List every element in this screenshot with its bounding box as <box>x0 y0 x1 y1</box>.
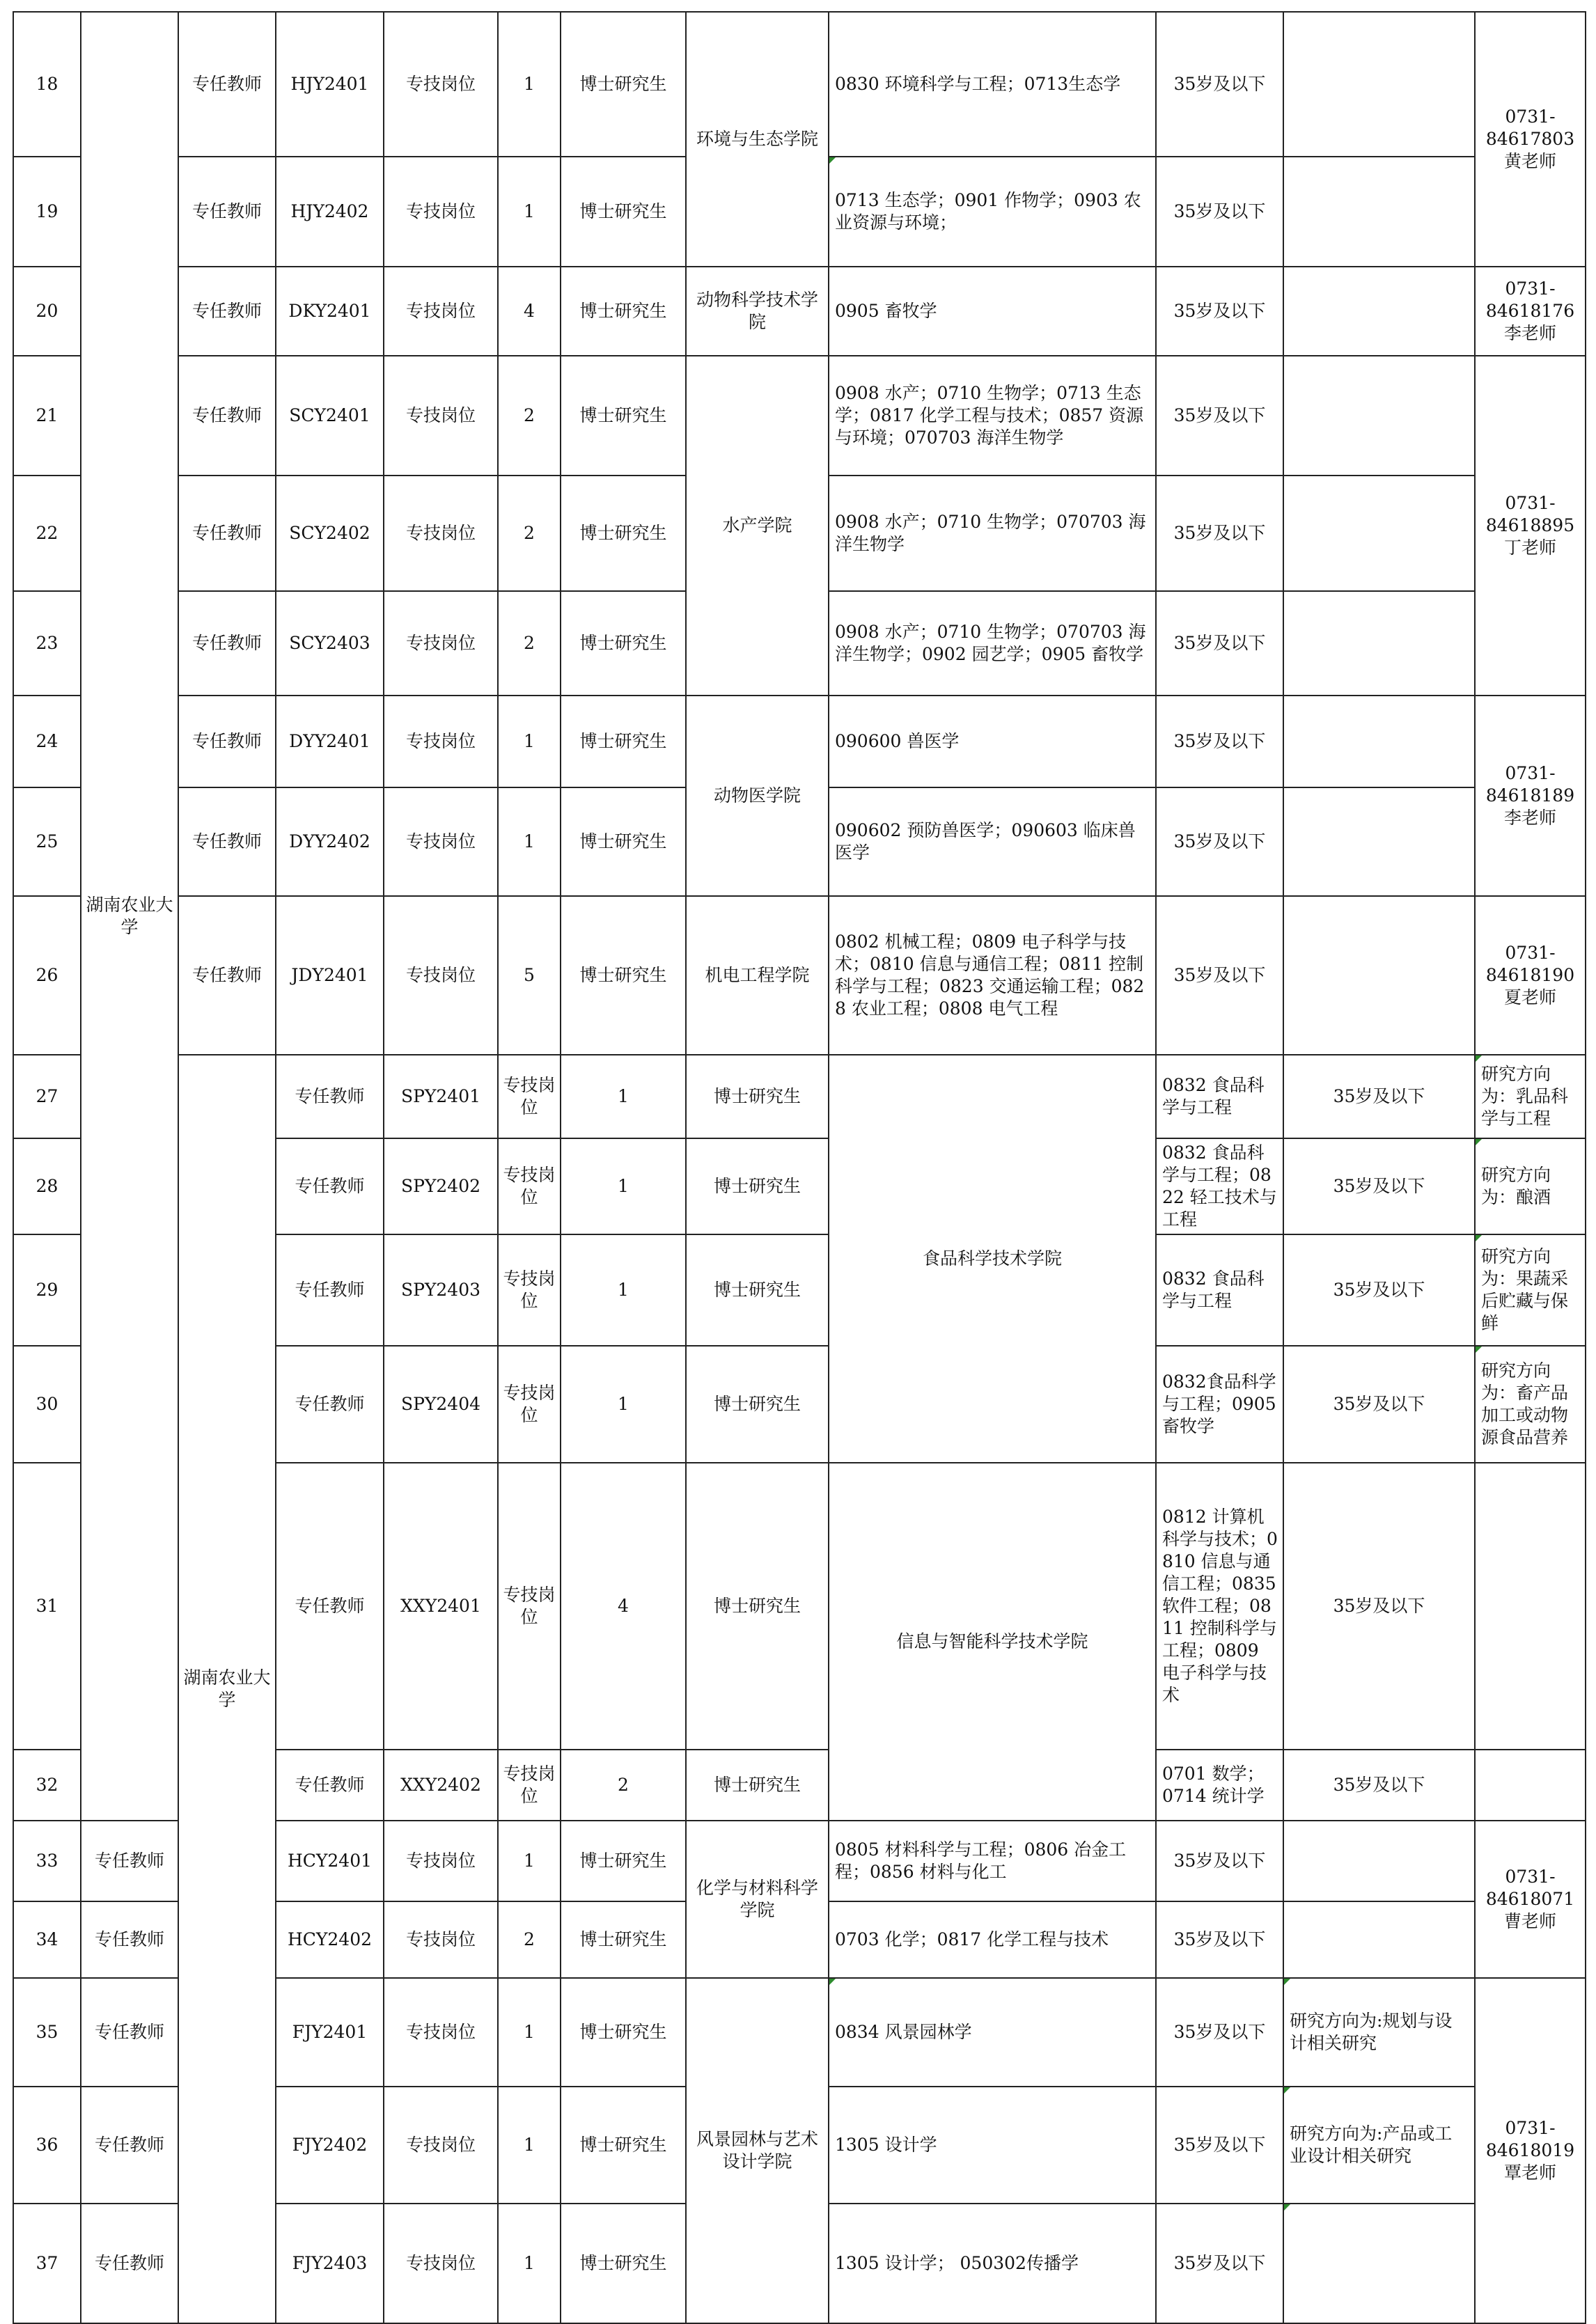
age-requirement: 35岁及以下 <box>1283 1346 1475 1463</box>
position-type: 专任教师 <box>276 1750 384 1821</box>
headcount: 1 <box>561 1138 686 1234</box>
remarks <box>1283 157 1475 267</box>
remarks <box>1283 896 1475 1055</box>
position-type: 专任教师 <box>81 2087 178 2204</box>
position-code: HCY2402 <box>276 1901 384 1978</box>
row-number: 24 <box>13 696 81 787</box>
table-row <box>13 1055 1586 1138</box>
age-requirement: 35岁及以下 <box>1156 12 1283 157</box>
headcount: 1 <box>561 1346 686 1463</box>
age-requirement: 35岁及以下 <box>1283 1055 1475 1138</box>
contact-person: 李老师 <box>1503 808 1556 828</box>
education-requirement: 博士研究生 <box>561 356 686 476</box>
position-type: 专任教师 <box>178 787 276 896</box>
headcount: 1 <box>498 12 561 157</box>
major-requirement: 0713 生态学；0901 作物学；0903 农业资源与环境； <box>829 157 1156 267</box>
position-type: 专任教师 <box>178 696 276 787</box>
position-code: HJY2401 <box>276 12 384 157</box>
headcount: 2 <box>561 1750 686 1821</box>
row-number: 36 <box>13 2087 81 2204</box>
headcount: 1 <box>498 787 561 896</box>
contact-person: 黄老师 <box>1503 151 1556 171</box>
table-row <box>13 356 1586 476</box>
remarks <box>1283 476 1475 591</box>
remarks <box>1283 12 1475 157</box>
remarks <box>1283 1901 1475 1978</box>
position-code: SCY2401 <box>276 356 384 476</box>
position-code: SCY2403 <box>276 591 384 696</box>
education-requirement: 博士研究生 <box>561 2087 686 2204</box>
education-requirement: 博士研究生 <box>561 787 686 896</box>
age-requirement: 35岁及以下 <box>1156 1821 1283 1901</box>
remarks <box>1283 787 1475 896</box>
position-type: 专任教师 <box>276 1463 384 1750</box>
college-name: 风景园林与艺术设计学院 <box>686 1978 829 2323</box>
education-requirement: 博士研究生 <box>561 1901 686 1978</box>
row-number: 28 <box>13 1138 81 1234</box>
row-number: 37 <box>13 2204 81 2323</box>
education-requirement: 博士研究生 <box>561 696 686 787</box>
college-name: 信息与智能科学技术学院 <box>829 1463 1156 1821</box>
phone-number: 84618190 <box>1485 965 1575 985</box>
college-name: 化学与材料科学学院 <box>686 1821 829 1978</box>
position-category: 专技岗位 <box>384 1901 498 1978</box>
age-requirement: 35岁及以下 <box>1283 1750 1475 1821</box>
headcount: 2 <box>498 476 561 591</box>
phone-prefix: 0731- <box>1505 1867 1556 1887</box>
major-requirement: 0832食品科学与工程；0905畜牧学 <box>1156 1346 1283 1463</box>
row-number: 19 <box>13 157 81 267</box>
major-requirement: 0832 食品科学与工程 <box>1156 1234 1283 1346</box>
row-number: 34 <box>13 1901 81 1978</box>
age-requirement: 35岁及以下 <box>1156 356 1283 476</box>
age-requirement: 35岁及以下 <box>1283 1138 1475 1234</box>
position-type: 专任教师 <box>276 1055 384 1138</box>
contact-info <box>1475 1978 1586 2323</box>
position-code: SCY2402 <box>276 476 384 591</box>
headcount: 1 <box>561 1055 686 1138</box>
education-requirement: 博士研究生 <box>561 1821 686 1901</box>
table-row <box>13 696 1586 787</box>
position-code: XXY2402 <box>384 1750 498 1821</box>
age-requirement: 35岁及以下 <box>1156 787 1283 896</box>
remarks <box>1475 1463 1586 1750</box>
position-code: DYY2402 <box>276 787 384 896</box>
college-name: 机电工程学院 <box>686 896 829 1055</box>
position-code: JDY2401 <box>276 896 384 1055</box>
position-code: FJY2402 <box>276 2087 384 2204</box>
phone-number: 84618189 <box>1485 785 1575 806</box>
row-number: 35 <box>13 1978 81 2087</box>
recruiting-unit: 湖南农业大学 <box>81 12 178 1821</box>
headcount: 2 <box>498 591 561 696</box>
remarks: 研究方向为：酿酒 <box>1475 1138 1586 1234</box>
remarks: 研究方向为:规划与设计相关研究 <box>1283 1978 1475 2087</box>
recruiting-unit: 湖南农业大学 <box>178 1055 276 2323</box>
row-number: 20 <box>13 267 81 356</box>
major-requirement: 0905 畜牧学 <box>829 267 1156 356</box>
row-number: 23 <box>13 591 81 696</box>
education-requirement: 博士研究生 <box>686 1346 829 1463</box>
remarks: 研究方向为：乳品科学与工程 <box>1475 1055 1586 1138</box>
row-number: 22 <box>13 476 81 591</box>
headcount: 2 <box>498 356 561 476</box>
contact-info <box>1475 896 1586 1055</box>
major-requirement: 090602 预防兽医学；090603 临床兽医学 <box>829 787 1156 896</box>
education-requirement: 博士研究生 <box>561 12 686 157</box>
age-requirement: 35岁及以下 <box>1156 2204 1283 2323</box>
education-requirement: 博士研究生 <box>686 1138 829 1234</box>
phone-prefix: 0731- <box>1505 107 1556 127</box>
education-requirement: 博士研究生 <box>561 476 686 591</box>
position-type: 专任教师 <box>81 2204 178 2323</box>
position-category: 专技岗位 <box>384 787 498 896</box>
phone-number: 84618071 <box>1485 1889 1575 1909</box>
recruitment-table <box>13 11 1586 2324</box>
position-category: 专技岗位 <box>384 1978 498 2087</box>
table-row <box>13 12 1586 157</box>
position-category: 专技岗位 <box>384 267 498 356</box>
contact-info <box>1475 1821 1586 1978</box>
education-requirement: 博士研究生 <box>561 896 686 1055</box>
major-requirement: 0834 风景园林学 <box>829 1978 1156 2087</box>
age-requirement: 35岁及以下 <box>1156 267 1283 356</box>
position-type: 专任教师 <box>178 157 276 267</box>
phone-prefix: 0731- <box>1505 493 1556 513</box>
education-requirement: 博士研究生 <box>686 1055 829 1138</box>
age-requirement: 35岁及以下 <box>1156 157 1283 267</box>
contact-info <box>1475 267 1586 356</box>
age-requirement: 35岁及以下 <box>1283 1234 1475 1346</box>
headcount: 4 <box>498 267 561 356</box>
headcount: 1 <box>498 2087 561 2204</box>
position-category: 专技岗位 <box>384 896 498 1055</box>
remarks <box>1283 267 1475 356</box>
college-name: 动物医学院 <box>686 696 829 896</box>
headcount: 1 <box>561 1234 686 1346</box>
remarks <box>1475 1750 1586 1821</box>
row-number: 26 <box>13 896 81 1055</box>
position-type: 专任教师 <box>276 1138 384 1234</box>
age-requirement: 35岁及以下 <box>1283 1463 1475 1750</box>
row-number: 31 <box>13 1463 81 1750</box>
education-requirement: 博士研究生 <box>561 591 686 696</box>
education-requirement: 博士研究生 <box>686 1234 829 1346</box>
contact-person: 曹老师 <box>1503 1911 1556 1931</box>
row-number: 32 <box>13 1750 81 1821</box>
remarks <box>1283 591 1475 696</box>
position-code: XXY2401 <box>384 1463 498 1750</box>
headcount: 1 <box>498 1978 561 2087</box>
remarks: 研究方向为：畜产品加工或动物源食品营养 <box>1475 1346 1586 1463</box>
row-number: 27 <box>13 1055 81 1138</box>
position-type: 专任教师 <box>81 1978 178 2087</box>
phone-prefix: 0731- <box>1505 943 1556 963</box>
contact-info <box>1475 12 1586 267</box>
phone-number: 84618176 <box>1485 301 1575 321</box>
age-requirement: 35岁及以下 <box>1156 476 1283 591</box>
headcount: 1 <box>498 696 561 787</box>
position-category: 专技岗位 <box>384 356 498 476</box>
position-type: 专任教师 <box>276 1346 384 1463</box>
position-code: SPY2403 <box>384 1234 498 1346</box>
position-code: HJY2402 <box>276 157 384 267</box>
row-number: 18 <box>13 12 81 157</box>
headcount: 4 <box>561 1463 686 1750</box>
row-number: 30 <box>13 1346 81 1463</box>
remarks <box>1283 356 1475 476</box>
position-type: 专任教师 <box>178 591 276 696</box>
position-category: 专技岗位 <box>498 1234 561 1346</box>
row-number: 25 <box>13 787 81 896</box>
position-type: 专任教师 <box>178 267 276 356</box>
position-code: FJY2403 <box>276 2204 384 2323</box>
contact-person: 李老师 <box>1503 323 1556 343</box>
position-type: 专任教师 <box>178 476 276 591</box>
age-requirement: 35岁及以下 <box>1156 696 1283 787</box>
contact-info <box>1475 696 1586 896</box>
position-category: 专技岗位 <box>384 2204 498 2323</box>
position-category: 专技岗位 <box>384 696 498 787</box>
contact-info <box>1475 356 1586 696</box>
position-type: 专任教师 <box>81 1821 178 1901</box>
position-code: DKY2401 <box>276 267 384 356</box>
age-requirement: 35岁及以下 <box>1156 2087 1283 2204</box>
position-category: 专技岗位 <box>384 476 498 591</box>
remarks: 研究方向为：果蔬采后贮藏与保鲜 <box>1475 1234 1586 1346</box>
college-name: 环境与生态学院 <box>686 12 829 267</box>
education-requirement: 博士研究生 <box>686 1750 829 1821</box>
age-requirement: 35岁及以下 <box>1156 1978 1283 2087</box>
education-requirement: 博士研究生 <box>561 157 686 267</box>
phone-prefix: 0731- <box>1505 763 1556 783</box>
major-requirement: 0908 水产；0710 生物学；070703 海洋生物学 <box>829 476 1156 591</box>
education-requirement: 博士研究生 <box>561 2204 686 2323</box>
phone-number: 84618019 <box>1485 2140 1575 2160</box>
row-number: 21 <box>13 356 81 476</box>
position-category: 专技岗位 <box>498 1055 561 1138</box>
position-type: 专任教师 <box>178 896 276 1055</box>
major-requirement: 0832 食品科学与工程 <box>1156 1055 1283 1138</box>
position-category: 专技岗位 <box>384 591 498 696</box>
phone-number: 84618895 <box>1485 515 1575 535</box>
position-code: SPY2401 <box>384 1055 498 1138</box>
position-code: SPY2404 <box>384 1346 498 1463</box>
major-requirement: 0908 水产；0710 生物学；0713 生态学；0817 化学工程与技术；0857 资源与环境；070703 海洋生物学 <box>829 356 1156 476</box>
remarks <box>1283 1821 1475 1901</box>
position-type: 专任教师 <box>178 356 276 476</box>
position-type: 专任教师 <box>178 12 276 157</box>
position-type: 专任教师 <box>81 1901 178 1978</box>
contact-person: 夏老师 <box>1503 987 1556 1007</box>
major-requirement: 0701 数学； 0714 统计学 <box>1156 1750 1283 1821</box>
remarks: 研究方向为:产品或工业设计相关研究 <box>1283 2087 1475 2204</box>
major-requirement: 1305 设计学； 050302传播学 <box>829 2204 1156 2323</box>
position-category: 专技岗位 <box>498 1463 561 1750</box>
position-code: HCY2401 <box>276 1821 384 1901</box>
major-requirement: 0832 食品科学与工程；0822 轻工技术与工程 <box>1156 1138 1283 1234</box>
row-number: 33 <box>13 1821 81 1901</box>
college-name: 水产学院 <box>686 356 829 696</box>
headcount: 2 <box>498 1901 561 1978</box>
position-code: SPY2402 <box>384 1138 498 1234</box>
age-requirement: 35岁及以下 <box>1156 591 1283 696</box>
education-requirement: 博士研究生 <box>686 1463 829 1750</box>
position-category: 专技岗位 <box>384 12 498 157</box>
remarks <box>1283 696 1475 787</box>
remarks <box>1283 2204 1475 2323</box>
college-name: 食品科学技术学院 <box>829 1055 1156 1463</box>
headcount: 1 <box>498 2204 561 2323</box>
position-category: 专技岗位 <box>384 157 498 267</box>
major-requirement: 0805 材料科学与工程；0806 冶金工程；0856 材料与化工 <box>829 1821 1156 1901</box>
position-category: 专技岗位 <box>384 2087 498 2204</box>
phone-prefix: 0731- <box>1505 2118 1556 2138</box>
position-code: DYY2401 <box>276 696 384 787</box>
education-requirement: 博士研究生 <box>561 267 686 356</box>
major-requirement: 0908 水产；0710 生物学；070703 海洋生物学；0902 园艺学；0905 畜牧学 <box>829 591 1156 696</box>
contact-person: 覃老师 <box>1503 2162 1556 2183</box>
phone-number: 84617803 <box>1485 129 1575 149</box>
position-code: FJY2401 <box>276 1978 384 2087</box>
contact-person: 丁老师 <box>1503 537 1556 558</box>
headcount: 1 <box>498 1821 561 1901</box>
headcount: 5 <box>498 896 561 1055</box>
education-requirement: 博士研究生 <box>561 1978 686 2087</box>
major-requirement: 090600 兽医学 <box>829 696 1156 787</box>
position-category: 专技岗位 <box>498 1750 561 1821</box>
position-category: 专技岗位 <box>498 1346 561 1463</box>
major-requirement: 0830 环境科学与工程；0713生态学 <box>829 12 1156 157</box>
table-row <box>13 267 1586 356</box>
major-requirement: 0802 机械工程；0809 电子科学与技术；0810 信息与通信工程；0811 控制科学与工程；0823 交通运输工程；0828 农业工程；0808 电气工程 <box>829 896 1156 1055</box>
table-row <box>13 896 1586 1055</box>
age-requirement: 35岁及以下 <box>1156 896 1283 1055</box>
major-requirement: 1305 设计学 <box>829 2087 1156 2204</box>
college-name: 动物科学技术学院 <box>686 267 829 356</box>
major-requirement: 0812 计算机科学与技术；0810 信息与通信工程；0835 软件工程；0811 控制科学与工程；0809 电子科学与技术 <box>1156 1463 1283 1750</box>
headcount: 1 <box>498 157 561 267</box>
major-requirement: 0703 化学；0817 化学工程与技术 <box>829 1901 1156 1978</box>
age-requirement: 35岁及以下 <box>1156 1901 1283 1978</box>
row-number: 29 <box>13 1234 81 1346</box>
position-type: 专任教师 <box>276 1234 384 1346</box>
position-category: 专技岗位 <box>384 1821 498 1901</box>
position-category: 专技岗位 <box>498 1138 561 1234</box>
phone-prefix: 0731- <box>1505 278 1556 299</box>
